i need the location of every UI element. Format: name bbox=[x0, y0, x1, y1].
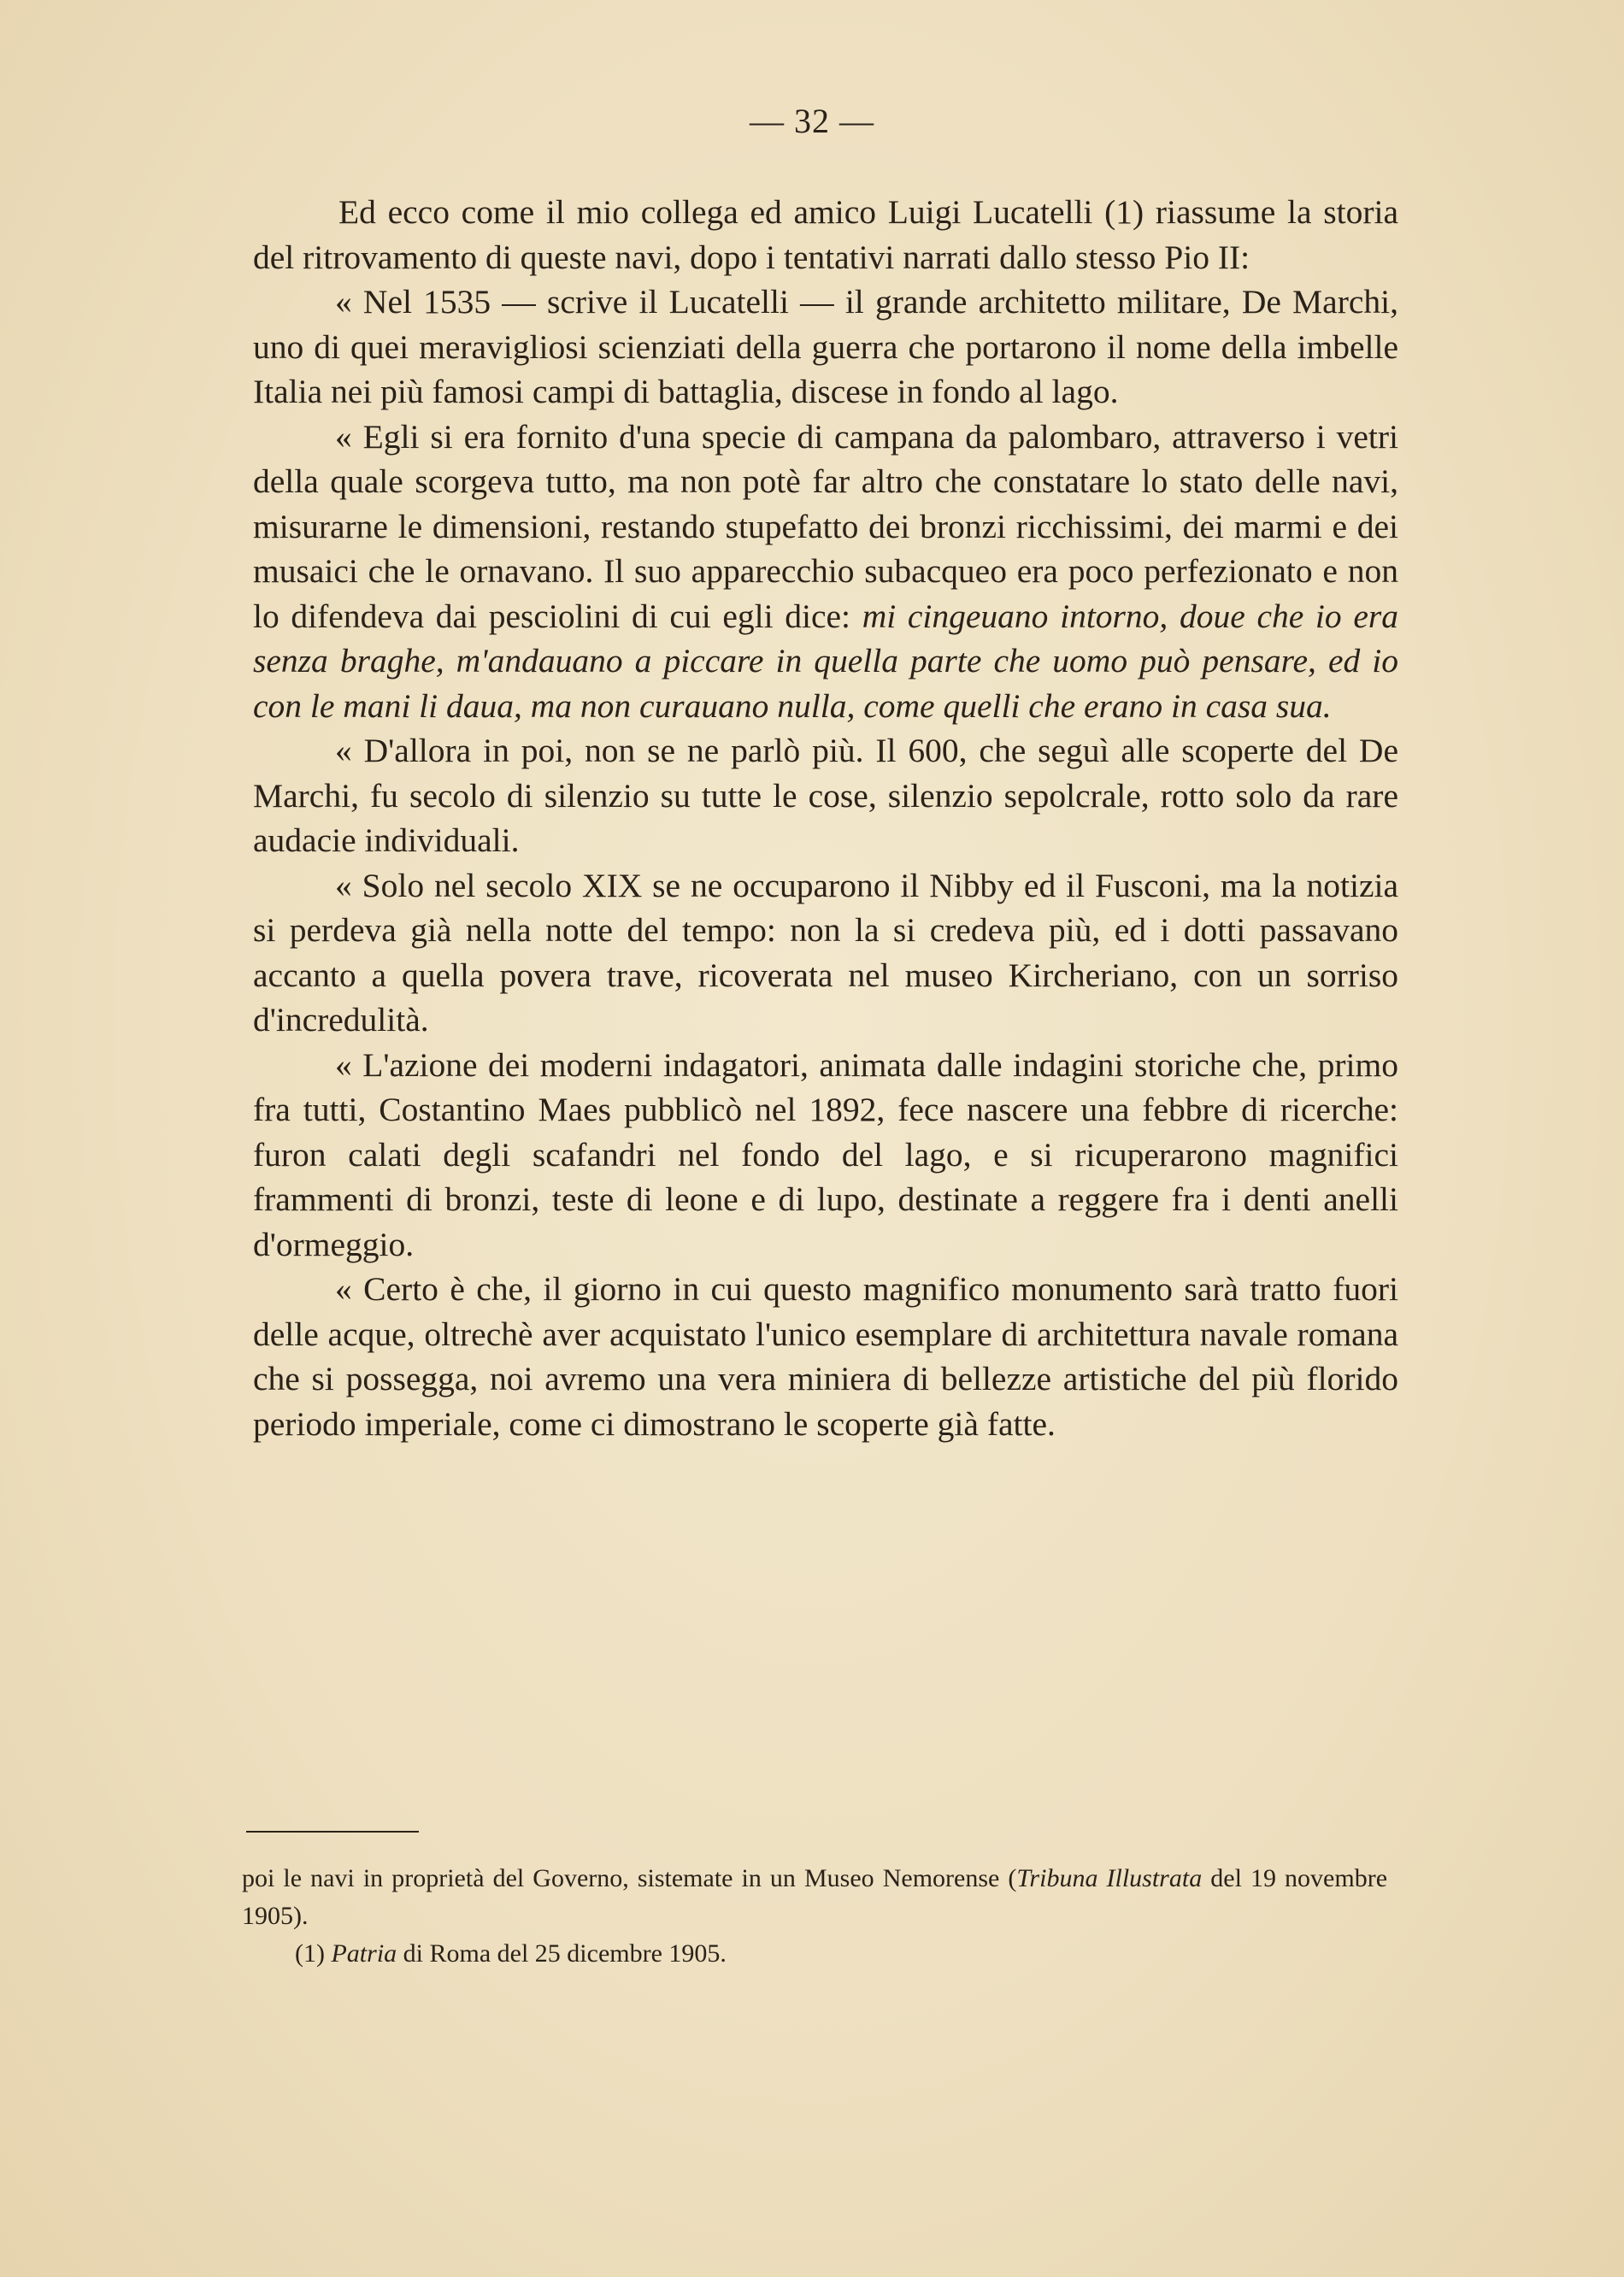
paragraph-quote-5: « L'azione dei moderni indagatori, animata dalle indagini storiche che, primo fra tutti, Costantino Maes pubblicò nel 1892, fece nascere una febbre di ricerche: furon calati degli scafandri nel fondo del lago, e si ricuperarono magnifici frammenti di bronzi, teste di leone e di lupo, destinate a reggere fra i denti anelli d'ormeggio. bbox=[253, 1045, 1398, 1263]
paragraph-quote-4: « Solo nel secolo XIX se ne occuparono il Nibby ed il Fusconi, ma la notizia si perdeva già nella notte del tempo: non la si credeva più, ed i dotti passavano accanto a quella povera trave, ricoverata nel museo Kircheriano, con un sorriso d'incredulità. bbox=[253, 866, 1398, 1038]
footnote-separator bbox=[246, 1831, 419, 1833]
paragraph-quote-3: « D'allora in poi, non se ne parlò più. Il 600, che seguì alle scoperte del De Marchi, fu secolo di silenzio su tutte le cose, silenzio sepolcrale, rotto solo da rare audacie individuali. bbox=[253, 732, 1398, 859]
page-number: — 32 — bbox=[750, 102, 874, 140]
paragraph-quote-2-text: « Egli si era fornito d'una specie di campana da palombaro, attraverso i vetri della quale scorgeva tutto, ma non potè far altro che constatare lo stato delle navi, misurarne le dimensioni, restando stupefatto dei bronzi ricchissimi, dei marmi e dei musaici che le ornavano. Il suo apparecchio subacqueo era poco perfezionato e non lo difendeva dai pesciolini di cui egli dice: bbox=[253, 417, 1398, 635]
paragraph-intro: Ed ecco come il mio collega ed amico Luigi Lucatelli (1) riassume la storia del ritrovamento di queste navi, dopo i tentativi narrati dallo stesso Pio II: bbox=[253, 193, 1398, 276]
paragraph-quote-2 bbox=[253, 415, 1398, 729]
paragraph-quote-6: « Certo è che, il giorno in cui questo magnifico monumento sarà tratto fuori delle acque, oltrechè aver acquistato l'unico esemplare di architettura navale romana che si possegga, noi avremo una vera miniera di bellezze artistiche del più florido periodo imperiale, come ci dimostrano le scoperte già fatte. bbox=[253, 1270, 1398, 1443]
footnote-1 bbox=[242, 1935, 1387, 1973]
footnote-1-marker: (1) bbox=[295, 1939, 332, 1968]
paragraph-quote-2-italic: mi cingeuano intorno, doue che io era senza braghe, m'andauano a piccare in quella parte che uomo può pensare, ed io con le mani li daua, ma non curauano nulla, come quelli che erano in casa sua. bbox=[253, 597, 1398, 725]
footnote-1-post: di Roma del 25 dicembre 1905. bbox=[397, 1939, 727, 1968]
footnote-continued-pre: poi le navi in proprietà del Governo, sistemate in un Museo Nemorense ( bbox=[242, 1864, 1017, 1892]
main-text bbox=[253, 190, 1398, 1446]
footnote-continued bbox=[242, 1860, 1387, 1935]
paragraph-quote-1: « Nel 1535 — scrive il Lucatelli — il grande architetto militare, De Marchi, uno di quei meravigliosi scienziati della guerra che portarono il nome della imbelle Italia nei più famosi campi di battaglia, discese in fondo al lago. bbox=[253, 283, 1398, 410]
footnote-continued-italic: Tribuna Illustrata bbox=[1016, 1864, 1203, 1892]
footnote-continued-post: del 19 novembre 1905). bbox=[242, 1864, 1388, 1930]
footnotes bbox=[242, 1860, 1387, 1973]
footnote-1-italic: Patria bbox=[331, 1939, 397, 1968]
